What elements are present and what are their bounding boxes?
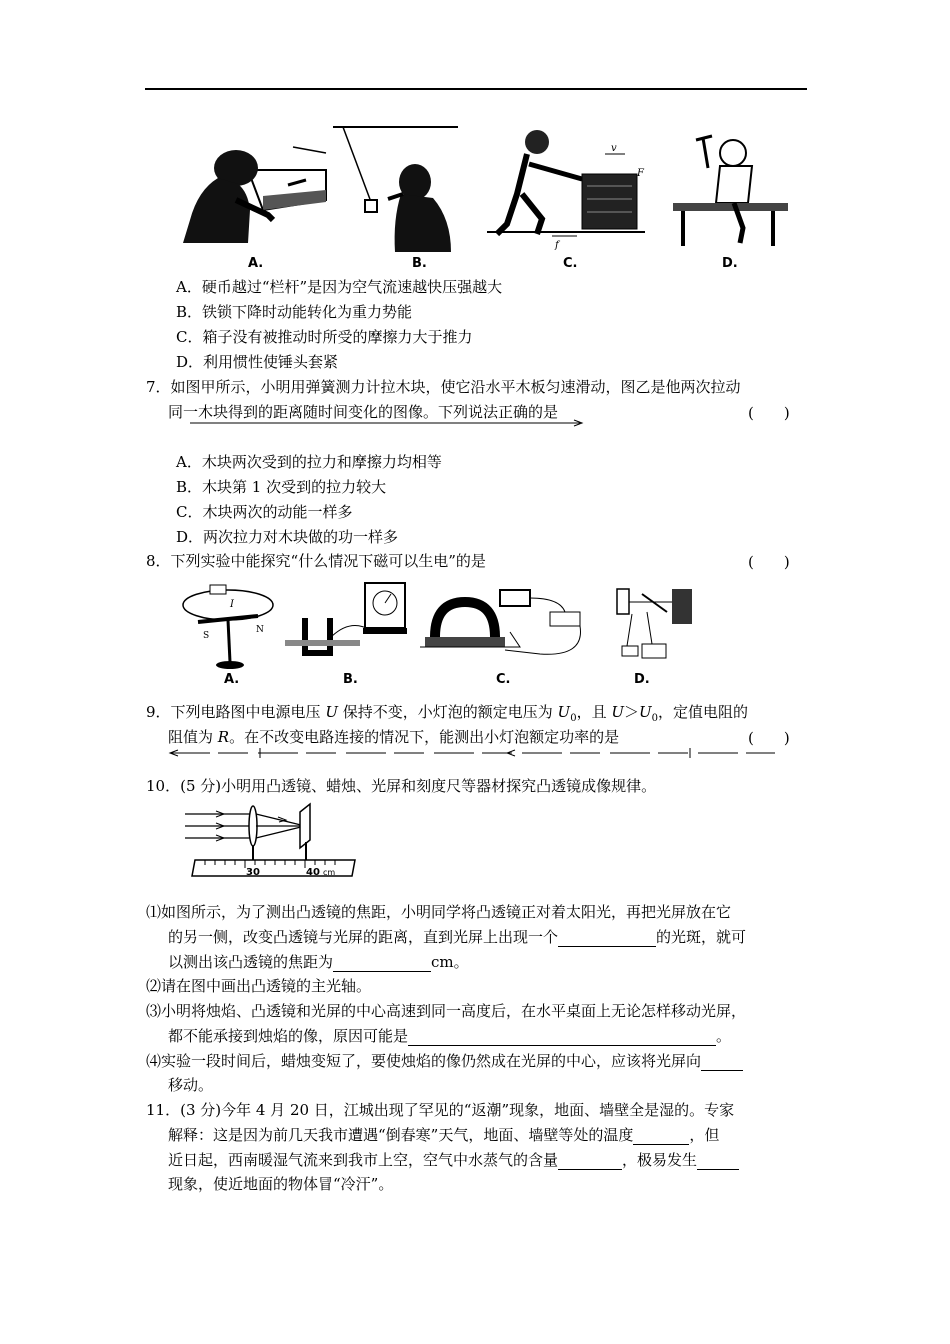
q6-fig-label-F: F [637,168,644,179]
q8-caption-a: A. [224,672,240,687]
q6-option-b: B．铁锁下降时动能转化为重力势能 [176,303,413,321]
q11-line1: 11．(3 分)今年 4 月 20 日，江城出现了罕见的“返潮”现象，地面、墙壁全是湿的。专家 [146,1101,735,1119]
q8-fig-label-n: N [256,625,264,635]
q11-line3 [168,1150,739,1170]
q9-text-2b: 。在不改变电路连接的情况下，能测出小灯泡额定功率的是 [229,728,620,746]
q10-blank-focal-length[interactable] [333,955,431,972]
q7-answer-paren: ( ) [748,404,790,422]
q9-var-u0-b: U [639,703,652,721]
q9-var-u0-a: U [557,703,571,721]
q6-figure-c [487,124,647,251]
q10-part3-line2 [168,1026,731,1046]
q11-blank-phenomenon[interactable] [697,1153,739,1170]
q9-stem-line2 [168,727,619,747]
q9-sub-0-a: 0 [570,713,577,724]
q9-text-1a: 9．下列电路图中电源电压 [146,703,326,721]
q9-answer-paren: ( ) [748,729,790,747]
q10-blank-spot-shape[interactable] [558,930,656,947]
q9-var-u: U [325,703,338,721]
q10-part4-text-a: ⑷实验一段时间后，蜡烛变短了，要使烛焰的像仍然成在光屏的中心，应该将光屏向 [146,1052,702,1070]
q7-option-c: C．木块两次的动能一样多 [176,503,353,521]
q10-part3-text-c: 。 [716,1027,732,1045]
q10-part1-line3 [168,952,469,972]
q9-sub-0-b: 0 [651,713,659,724]
q9-text-2a: 阻值为 [168,728,218,746]
q8-answer-paren: ( ) [748,553,790,571]
q6-option-c: C．箱子没有被推动时所受的摩擦力大于推力 [176,328,473,346]
q10-part1-text-d: 以测出该凸透镜的焦距为 [168,953,334,971]
q6-fig-label-f: f [555,240,559,251]
q8-stem: 8．下列实验中能探究“什么情况下磁可以生电”的是 [146,552,486,570]
q11-text-2b: ，但 [689,1126,720,1144]
q11-line2 [168,1125,719,1145]
q6-caption-d: D. [722,256,738,271]
q10-blank-direction[interactable] [701,1054,743,1071]
q9-figure-fragment [170,748,780,758]
q10-stem: 10．(5 分)小明用凸透镜、蜡烛、光屏和刻度尺等器材探究凸透镜成像规律。 [146,777,657,795]
q8-figure-d [612,584,697,666]
q9-text-1d: ＞ [624,703,640,721]
q7-option-a: A．木块两次受到的拉力和摩擦力均相等 [176,453,442,471]
q9-stem-line1 [146,702,748,729]
q10-part3-text-b: 都不能承接到烛焰的像，原因可能是 [168,1027,409,1045]
q11-text-3b: ，极易发生 [622,1151,698,1169]
header-rule [145,88,807,90]
q8-fig-label-i: I [230,599,234,610]
q11-blank-vapor-amount[interactable] [558,1153,622,1170]
q9-text-1b: 保持不变，小灯泡的额定电压为 [337,703,558,721]
q9-var-u-b: U [611,703,624,721]
q10-part1-text-c: 的光斑，就可 [656,928,747,946]
q10-part1-line2 [168,927,746,947]
q7-option-b: B．木块第 1 次受到的拉力较大 [176,478,387,496]
q10-blank-reason[interactable] [408,1029,716,1046]
q9-text-1c: ，且 [576,703,612,721]
q10-part2: ⑵请在图中画出凸透镜的主光轴。 [146,977,372,995]
q8-caption-d: D. [634,672,650,687]
q7-option-d: D．两次拉力对木块做的功一样多 [176,528,399,546]
q7-stem-line1: 7．如图甲所示，小明用弹簧测力计拉木块，使它沿水平木板匀速滑动，图乙是他两次拉动 [146,378,741,396]
q10-part3-line1: ⑶小明将烛焰、凸透镜和光屏的中心高速到同一高度后，在水平桌面上无论怎样移动光屏， [146,1002,747,1020]
q6-caption-a: A. [248,256,264,271]
q10-part1-text-e: cm。 [431,953,469,971]
q11-line4: 现象，使近地面的物体冒“冷汗”。 [168,1175,394,1193]
q7-figure-fragment [190,418,590,428]
q8-figure-a [178,580,278,672]
q11-text-2a: 解释：这是因为前几天我市遭遇“倒春寒”天气，地面、墙壁等处的温度 [168,1126,634,1144]
q10-part4-line2: 移动。 [168,1076,214,1094]
q6-figure-a [178,140,328,245]
q6-caption-c: C. [563,256,578,271]
q8-fig-label-s: S [203,631,210,641]
q6-figure-b [333,124,463,254]
q8-caption-b: B. [343,672,358,687]
q10-ruler-tick-30: 30 [246,867,260,878]
q10-part1-text-b: 的另一侧，改变凸透镜与光屏的距离，直到光屏上出现一个 [168,928,559,946]
q6-caption-b: B. [412,256,427,271]
q6-figure-d [668,128,796,248]
q11-blank-temperature[interactable] [633,1128,689,1145]
q8-figure-c [420,582,590,662]
q9-text-1e: ，定值电阻的 [658,703,749,721]
q7-stem-line2: 同一木块得到的距离随时间变化的图像。下列说法正确的是 [168,403,559,421]
q10-part1-line1: ⑴如图所示，为了测出凸透镜的焦距，小明同学将凸透镜正对着太阳光，再把光屏放在它 [146,903,732,921]
q10-part4-line1 [146,1051,743,1071]
q6-fig-label-v: v [611,143,617,154]
q11-text-3a: 近日起，西南暖湿气流来到我市上空，空气中水蒸气的含量 [168,1151,559,1169]
q10-ruler-unit: cm [323,868,336,877]
q8-caption-c: C. [496,672,511,687]
q10-lens-diagram [180,802,360,884]
q6-option-a: A．硬币越过“栏杆”是因为空气流速越快压强越大 [176,278,503,296]
q6-option-d: D．利用惯性使锤头套紧 [176,353,339,371]
q10-ruler-tick-40: 40 [306,867,320,878]
q9-var-r: R [217,728,230,746]
q8-figure-b [285,578,410,670]
